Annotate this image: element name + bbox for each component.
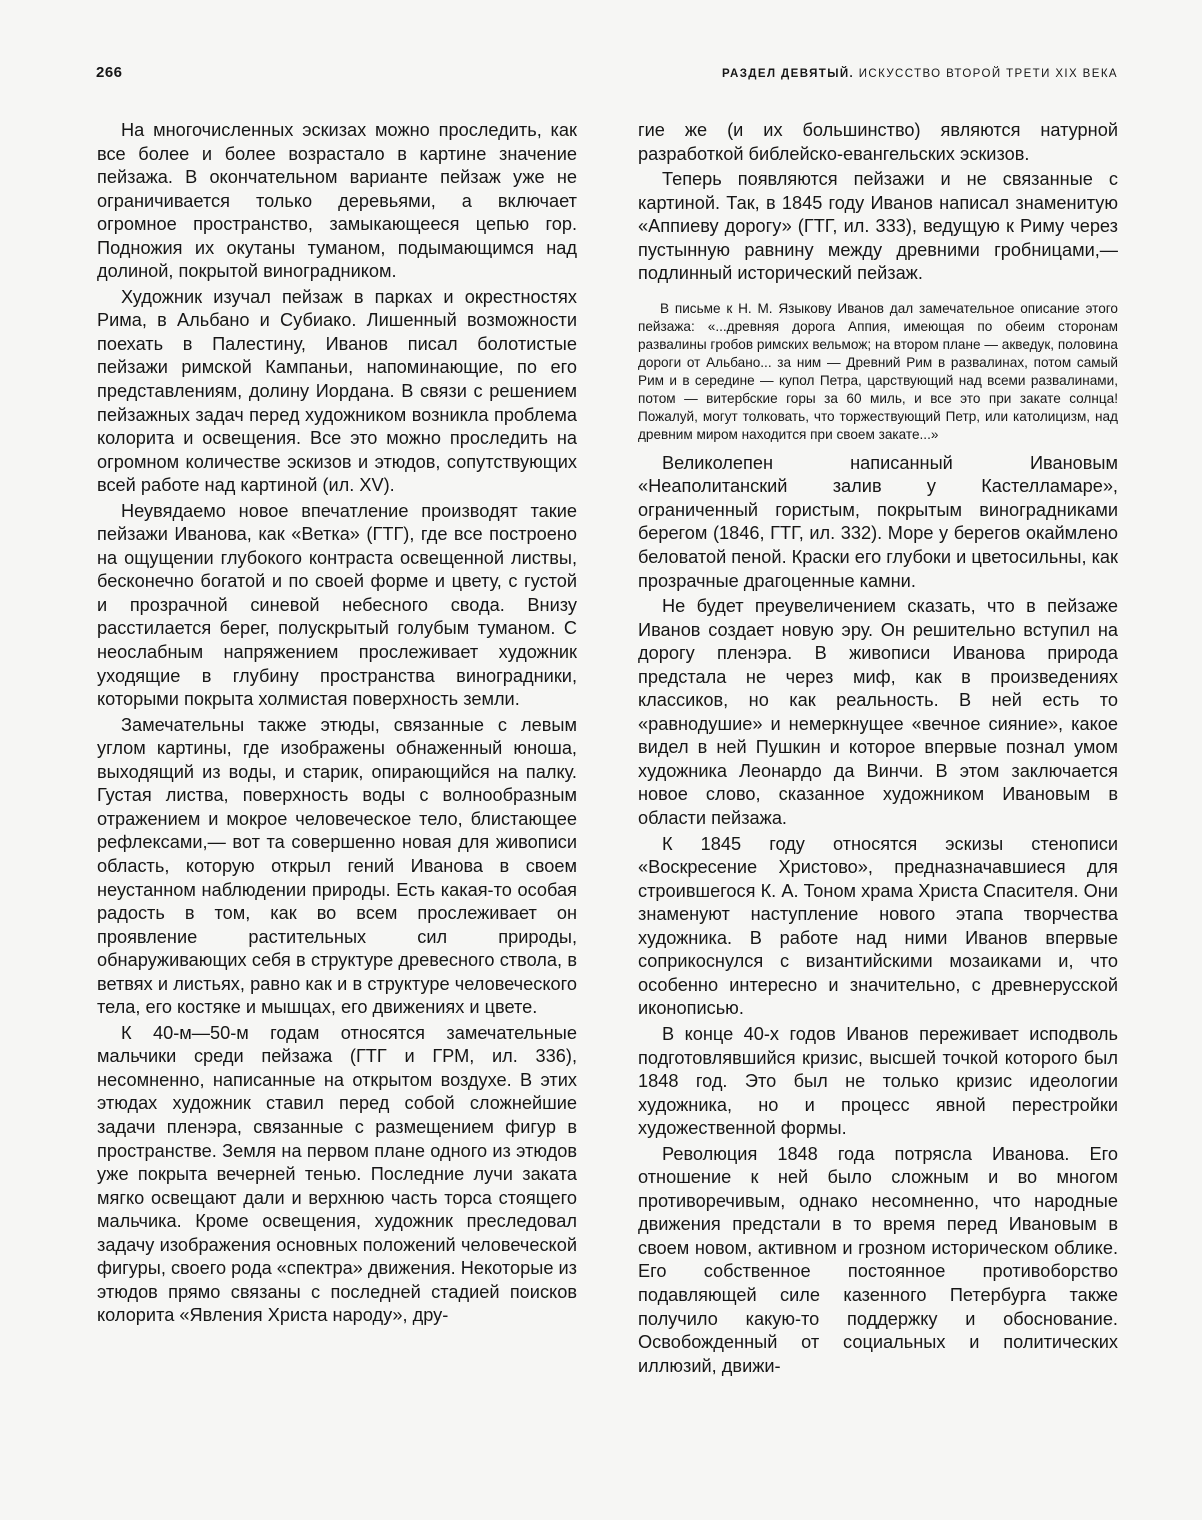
running-head xyxy=(722,68,1118,80)
page-number: 266 xyxy=(96,64,123,81)
running-head-section: РАЗДЕЛ ДЕВЯТЫЙ. xyxy=(721,68,855,80)
paragraph: На многочисленных эскизах можно проследить, как все более и более возрастало в картине значение пейзажа. В окончательном варианте пейзаж уже не ограничивается только деревьями, а включает огромное пространство, замыкающееся цепью гор. Подножия их окутаны туманом, подымающимся над долиной, покрытой виноградником. xyxy=(97,120,577,282)
right-column xyxy=(638,119,1118,1380)
paragraph: Не будет преувеличением сказать, что в пейзаже Иванов создает новую эру. Он решительно вступил на дорогу пленэра. В живописи Иванова природа предстала не через миф, как в произведениях классиков, но как реальность. В ней есть то «равнодушие» и немеркнущее «вечное сияние», какое видел в ней Пушкин и которое впервые познал умом художника Леонардо да Винчи. В этом заключается новое слово, сказанное художником Ивановым в области пейзажа. xyxy=(638,596,1118,829)
left-column xyxy=(97,119,577,1330)
running-head-title: ИСКУССТВО ВТОРОЙ ТРЕТИ XIX ВЕКА xyxy=(858,68,1118,80)
paragraph: Неувядаемо новое впечатление производят такие пейзажи Иванова, как «Ветка» (ГТГ), где все построено на ощущении глубокого контраста освещенной листвы, бесконечно богатой и по своей форме и цвету, с густой и прозрачной синевой небесного свода. Внизу расстилается берег, полускрытый голубым туманом. С неослабным напряжением прослеживает художник уходящие в глубину пространства виноградники, которыми покрыта холмистая поверхность земли. xyxy=(97,500,577,710)
paragraph: Теперь появляются пейзажи и не связанные с картиной. Так, в 1845 году Иванов написал знаменитую «Аппиеву дорогу» (ГТГ, ил. 333), ведущую к Риму через пустынную равнину между древними гробницами,— подлинный исторический пейзаж. xyxy=(638,169,1118,284)
paragraph: К 1845 году относятся эскизы стенописи «Воскресение Христово», предназначавшиеся для строившегося К. А. Тоном храма Христа Спасителя. Они знаменуют наступление нового этапа творчества художника. В работе над ними Иванов впервые соприкоснулся с византийскими мозаиками и, что особенно интересно и значительно, с древнерусской иконописью. xyxy=(638,833,1118,1019)
paragraph: Художник изучал пейзаж в парках и окрестностях Рима, в Альбано и Субиако. Лишенный возможности поехать в Палестину, Иванов писал болотистые пейзажи римской Кампаньи, напоминающие, по его представлениям, долину Иордана. В связи с решением пейзажных задач перед художником возникла проблема колорита и освещения. Все это можно проследить на огромном количестве эскизов и этюдов, сопутствующих всей работе над картиной (ил. XV). xyxy=(97,286,577,496)
paragraph: Замечательны также этюды, связанные с левым углом картины, где изображены обнаженный юноша, выходящий из воды, и старик, опирающийся на палку. Густая листва, поверхность воды с волнообразным отражением и мокрое человеческое тело, блистающее рефлексами,— вот та совершенно новая для живописи область, которую открыл гений Иванова в своем неустанном наблюдении природы. Есть какая-то особая радость в том, как во всем прослеживает он проявление растительных сил природы, обнаруживающих себя в структуре древесного ствола, в ветвях и листьях, равно как и в структуре человеческого тела, его костяке и мышцах, его движениях и цвете. xyxy=(97,714,577,1018)
paragraph-continuation: гие же (и их большинство) являются натурной разработкой библейско-евангельских эскизов. xyxy=(638,120,1118,164)
quote-block: В письме к Н. М. Языкову Иванов дал замечательное описание этого пейзажа: «...древняя дорога Аппия, имеющая по обеим сторонам развалины гробов римских вельмож; на втором плане — акведук, половина дороги от Альбано... за ним — Древний Рим в развалинах, потом самый Рим и в середине — купол Петра, царствующий над всеми развалинами, потом — витербские горы за 60 миль, и все это при закате солнца! Пожалуй, могут толковать, что торжествующий Петр, или католицизм, над древним миром находится при своем закате...» xyxy=(638,300,1118,442)
paragraph: Революция 1848 года потрясла Иванова. Его отношение к ней было сложным и во многом противоречивым, однако несомненно, что народные движения предстали в то время перед Ивановым в своем новом, активном и грозном историческом облике. Его собственное постоянное противоборство подавляющей силе казенного Петербурга также получило какую-то поддержку и обоснование. Освобожденный от социальных и политических иллюзий, движи- xyxy=(638,1143,1118,1376)
paragraph: Великолепен написанный Ивановым «Неаполитанский залив у Кастелламаре», ограниченный гористым, покрытым виноградниками берегом (1846, ГТГ, ил. 332). Море у берегов окаймлено беловатой пеной. Краски его глубоки и цветосильны, как прозрачные драгоценные камни. xyxy=(638,452,1118,591)
page-header xyxy=(96,64,1118,88)
paragraph: В конце 40-х годов Иванов переживает исподволь подготовлявшийся кризис, высшей точкой которого был 1848 год. Это был не только кризис идеологии художника, но и процесс явной перестройки художественной формы. xyxy=(638,1023,1118,1139)
paragraph: К 40-м—50-м годам относятся замечательные мальчики среди пейзажа (ГТГ и ГРМ, ил. 336), несомненно, написанные на открытом воздухе. В этих этюдах художник ставил перед собой сложнейшие задачи пленэра, связанные с размещением фигур в пространстве. Земля на первом плане одного из этюдов уже покрыта вечерней тенью. Последние лучи заката мягко освещают дали и верхнюю часть торса стоящего мальчика. Кроме освещения, художник преследовал задачу изображения основных положений человеческой фигуры, своего рода «спектра» движения. Некоторые из этюдов прямо связаны с последней стадией поисков колорита «Явления Христа народу», дру- xyxy=(97,1022,577,1326)
